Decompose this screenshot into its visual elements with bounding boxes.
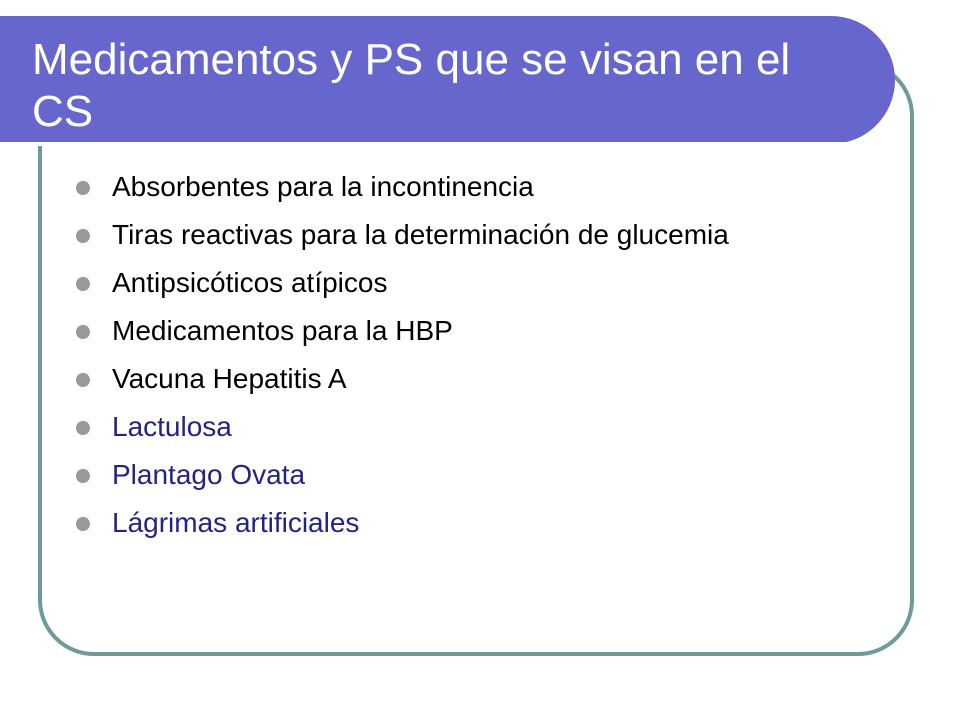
bullet-marker: [76, 325, 90, 339]
bullet-text: Tiras reactivas para la determinación de glucemia: [112, 219, 729, 250]
bullet-text: Absorbentes para la incontinencia: [112, 171, 534, 202]
bullet-item-plantago: [76, 460, 776, 490]
bullet-text: Lactulosa: [112, 411, 232, 442]
title-underline: [0, 142, 846, 146]
bullet-item-vacuna: [76, 364, 776, 394]
slide-title: Medicamentos y PS que se visan en el CS: [32, 35, 791, 136]
bullet-text: Vacuna Hepatitis A: [112, 363, 347, 394]
bullet-list: [76, 172, 776, 556]
bullet-marker: [76, 469, 90, 483]
bullet-item-lactulosa: [76, 412, 776, 442]
bullet-text: Plantago Ovata: [112, 459, 306, 490]
bullet-marker: [76, 421, 90, 435]
bullet-marker: [76, 181, 90, 195]
bullet-item-lagrimas: [76, 508, 776, 538]
bullet-item-antipsicoticos: [76, 268, 776, 298]
bullet-marker: [76, 517, 90, 531]
bullet-text: Lágrimas artificiales: [112, 507, 360, 538]
bullet-marker: [76, 373, 90, 387]
bullet-marker: [76, 229, 90, 243]
bullet-text: Medicamentos para la HBP: [112, 315, 453, 346]
bullet-item-hbp: [76, 316, 776, 346]
bullet-text: Antipsicóticos atípicos: [112, 267, 388, 298]
bullet-item-absorbentes: [76, 172, 776, 202]
title-banner: [0, 16, 895, 144]
bullet-item-tiras-reactivas: [76, 220, 776, 250]
bullet-marker: [76, 277, 90, 291]
